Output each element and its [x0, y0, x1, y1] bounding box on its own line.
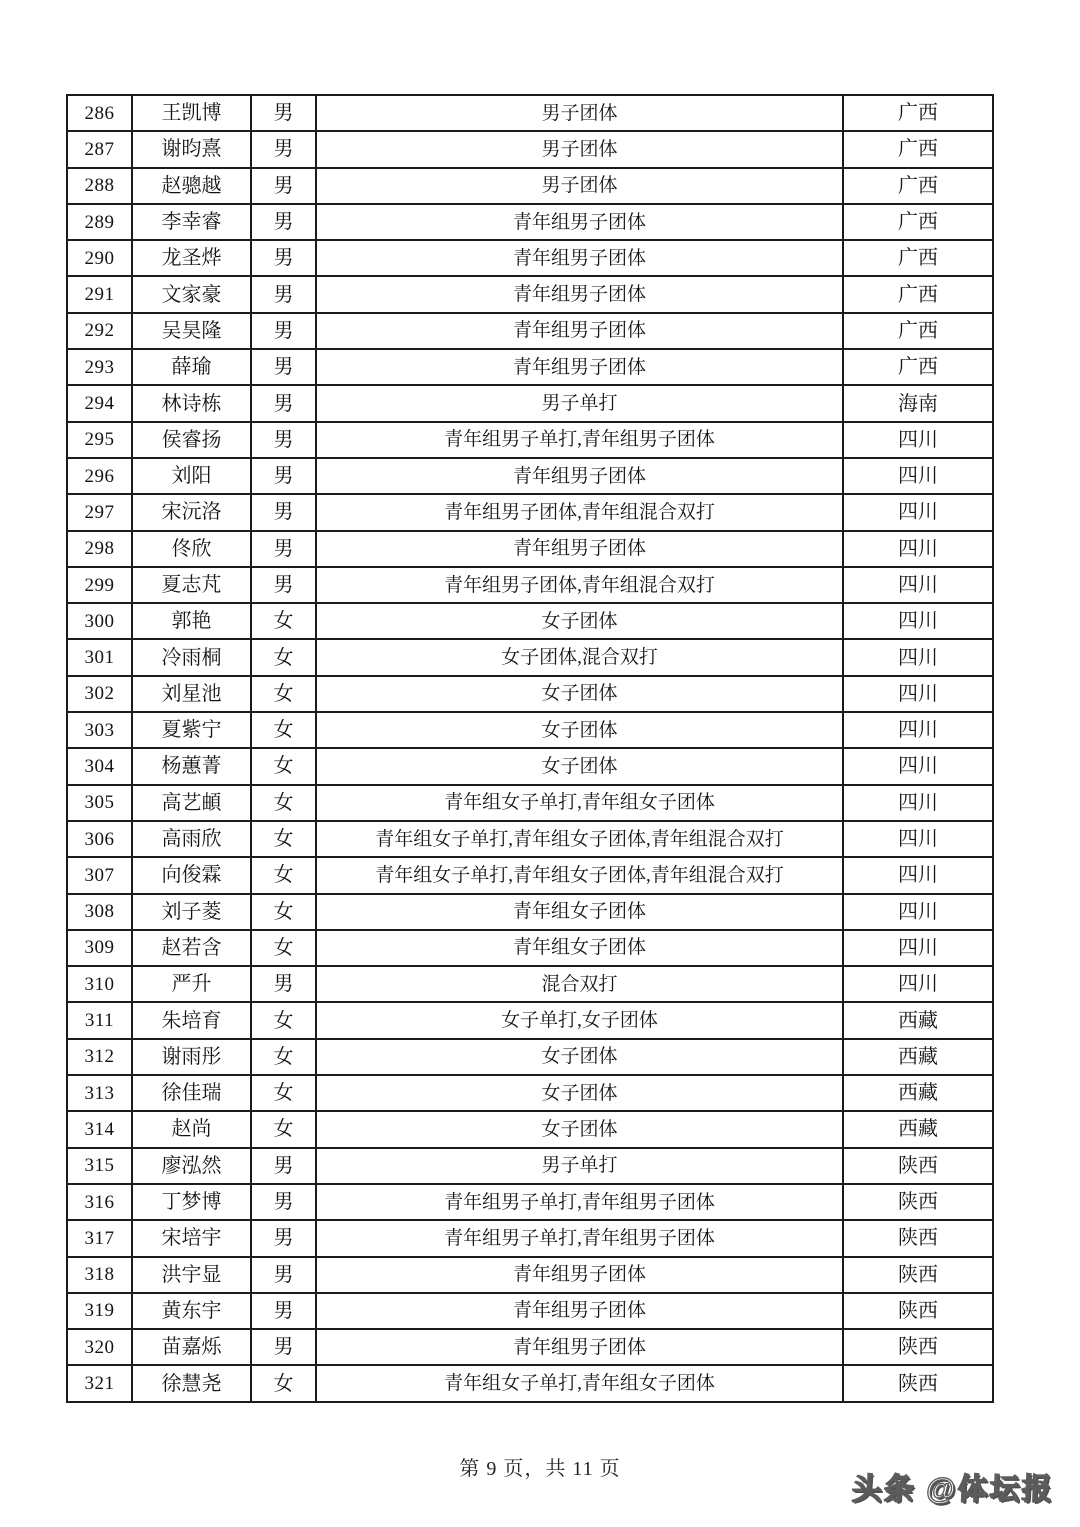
cell-events: 混合双打 — [316, 966, 843, 1002]
cell-no: 319 — [67, 1293, 132, 1329]
cell-no: 316 — [67, 1184, 132, 1220]
cell-no: 318 — [67, 1257, 132, 1293]
table-row — [67, 894, 993, 930]
cell-events: 青年组男子团体 — [316, 458, 843, 494]
cell-gender: 女 — [251, 785, 316, 821]
cell-gender: 男 — [251, 131, 316, 167]
cell-name: 夏紫宁 — [132, 712, 251, 748]
cell-name: 龙圣烨 — [132, 240, 251, 276]
cell-name: 赵尚 — [132, 1111, 251, 1147]
table-row — [67, 494, 993, 530]
cell-unit: 陕西 — [843, 1329, 993, 1365]
cell-unit: 陕西 — [843, 1184, 993, 1220]
cell-unit: 广西 — [843, 240, 993, 276]
cell-name: 严升 — [132, 966, 251, 1002]
watermark-toutiao: 头条 @体坛报 — [851, 1473, 1055, 1506]
cell-no: 293 — [67, 349, 132, 385]
cell-unit: 四川 — [843, 821, 993, 857]
cell-unit: 陕西 — [843, 1220, 993, 1256]
cell-unit: 四川 — [843, 930, 993, 966]
cell-unit: 四川 — [843, 857, 993, 893]
cell-events: 青年组男子团体 — [316, 276, 843, 312]
cell-no: 288 — [67, 168, 132, 204]
cell-events: 男子团体 — [316, 131, 843, 167]
cell-gender: 女 — [251, 1365, 316, 1401]
cell-unit: 广西 — [843, 95, 993, 131]
cell-no: 300 — [67, 603, 132, 639]
cell-events: 女子团体 — [316, 1039, 843, 1075]
cell-name: 刘星池 — [132, 676, 251, 712]
cell-events: 女子团体,混合双打 — [316, 639, 843, 675]
cell-name: 徐慧尧 — [132, 1365, 251, 1401]
cell-name: 宋沅洛 — [132, 494, 251, 530]
cell-name: 苗嘉烁 — [132, 1329, 251, 1365]
cell-name: 丁梦博 — [132, 1184, 251, 1220]
cell-no: 292 — [67, 313, 132, 349]
cell-name: 徐佳瑞 — [132, 1075, 251, 1111]
cell-gender: 男 — [251, 1329, 316, 1365]
cell-no: 320 — [67, 1329, 132, 1365]
table-row — [67, 1257, 993, 1293]
cell-events: 女子团体 — [316, 712, 843, 748]
cell-events: 青年组男子团体,青年组混合双打 — [316, 567, 843, 603]
cell-name: 林诗栋 — [132, 385, 251, 421]
cell-events: 青年组女子单打,青年组女子团体,青年组混合双打 — [316, 821, 843, 857]
cell-unit: 四川 — [843, 676, 993, 712]
cell-name: 王凯博 — [132, 95, 251, 131]
cell-name: 谢昀熹 — [132, 131, 251, 167]
cell-gender: 男 — [251, 385, 316, 421]
cell-unit: 四川 — [843, 785, 993, 821]
table-row — [67, 1111, 993, 1147]
cell-gender: 男 — [251, 1257, 316, 1293]
cell-no: 302 — [67, 676, 132, 712]
cell-name: 廖泓然 — [132, 1148, 251, 1184]
cell-unit: 广西 — [843, 313, 993, 349]
cell-gender: 男 — [251, 204, 316, 240]
cell-unit: 四川 — [843, 567, 993, 603]
cell-events: 男子单打 — [316, 385, 843, 421]
table-row — [67, 422, 993, 458]
cell-gender: 女 — [251, 930, 316, 966]
table-row — [67, 1365, 993, 1401]
cell-no: 291 — [67, 276, 132, 312]
cell-no: 287 — [67, 131, 132, 167]
cell-gender: 男 — [251, 1148, 316, 1184]
cell-events: 男子团体 — [316, 95, 843, 131]
cell-no: 305 — [67, 785, 132, 821]
cell-events: 青年组男子单打,青年组男子团体 — [316, 422, 843, 458]
cell-events: 青年组男子单打,青年组男子团体 — [316, 1184, 843, 1220]
cell-unit: 广西 — [843, 349, 993, 385]
cell-unit: 四川 — [843, 531, 993, 567]
cell-name: 赵骢越 — [132, 168, 251, 204]
cell-no: 303 — [67, 712, 132, 748]
cell-gender: 女 — [251, 748, 316, 784]
cell-gender: 女 — [251, 857, 316, 893]
cell-gender: 女 — [251, 1075, 316, 1111]
cell-no: 294 — [67, 385, 132, 421]
cell-name: 高艺頔 — [132, 785, 251, 821]
cell-name: 李幸睿 — [132, 204, 251, 240]
cell-name: 黄东宇 — [132, 1293, 251, 1329]
table-row — [67, 204, 993, 240]
cell-name: 薛瑜 — [132, 349, 251, 385]
table-row — [67, 1039, 993, 1075]
cell-gender: 女 — [251, 1111, 316, 1147]
cell-no: 310 — [67, 966, 132, 1002]
cell-name: 谢雨彤 — [132, 1039, 251, 1075]
table-row — [67, 712, 993, 748]
cell-no: 286 — [67, 95, 132, 131]
cell-name: 高雨欣 — [132, 821, 251, 857]
cell-unit: 海南 — [843, 385, 993, 421]
cell-no: 296 — [67, 458, 132, 494]
cell-gender: 男 — [251, 494, 316, 530]
cell-events: 青年组男子团体 — [316, 349, 843, 385]
athlete-roster-table — [66, 94, 994, 1403]
cell-name: 宋培宇 — [132, 1220, 251, 1256]
cell-unit: 陕西 — [843, 1365, 993, 1401]
cell-no: 298 — [67, 531, 132, 567]
table-row — [67, 676, 993, 712]
cell-unit: 广西 — [843, 276, 993, 312]
cell-name: 赵若含 — [132, 930, 251, 966]
cell-unit: 四川 — [843, 712, 993, 748]
cell-unit: 四川 — [843, 494, 993, 530]
cell-gender: 女 — [251, 603, 316, 639]
cell-unit: 四川 — [843, 422, 993, 458]
table-row — [67, 639, 993, 675]
cell-events: 女子团体 — [316, 676, 843, 712]
cell-unit: 广西 — [843, 168, 993, 204]
cell-no: 315 — [67, 1148, 132, 1184]
cell-events: 女子团体 — [316, 603, 843, 639]
table-row — [67, 458, 993, 494]
cell-name: 冷雨桐 — [132, 639, 251, 675]
table-row — [67, 567, 993, 603]
table-row — [67, 1002, 993, 1038]
cell-name: 向俊霖 — [132, 857, 251, 893]
cell-gender: 男 — [251, 313, 316, 349]
cell-unit: 陕西 — [843, 1257, 993, 1293]
cell-gender: 男 — [251, 1293, 316, 1329]
cell-gender: 女 — [251, 894, 316, 930]
cell-unit: 四川 — [843, 639, 993, 675]
cell-no: 312 — [67, 1039, 132, 1075]
cell-events: 青年组男子团体 — [316, 531, 843, 567]
table-row — [67, 1075, 993, 1111]
cell-gender: 男 — [251, 95, 316, 131]
cell-events: 男子团体 — [316, 168, 843, 204]
cell-no: 301 — [67, 639, 132, 675]
page-number-footer: 第 9 页，共 11 页 — [459, 1458, 621, 1480]
cell-events: 男子单打 — [316, 1148, 843, 1184]
cell-events: 青年组女子单打,青年组女子团体,青年组混合双打 — [316, 857, 843, 893]
cell-events: 青年组男子团体 — [316, 1257, 843, 1293]
cell-gender: 男 — [251, 240, 316, 276]
cell-name: 夏志芃 — [132, 567, 251, 603]
cell-gender: 男 — [251, 567, 316, 603]
table-row — [67, 349, 993, 385]
cell-events: 青年组女子单打,青年组女子团体 — [316, 785, 843, 821]
table-row — [67, 95, 993, 131]
cell-unit: 陕西 — [843, 1148, 993, 1184]
cell-unit: 四川 — [843, 458, 993, 494]
cell-events: 女子团体 — [316, 1075, 843, 1111]
table-row — [67, 785, 993, 821]
cell-gender: 男 — [251, 349, 316, 385]
cell-events: 青年组男子团体 — [316, 313, 843, 349]
cell-no: 289 — [67, 204, 132, 240]
cell-no: 309 — [67, 930, 132, 966]
cell-gender: 女 — [251, 1002, 316, 1038]
cell-events: 青年组女子团体 — [316, 894, 843, 930]
cell-gender: 男 — [251, 966, 316, 1002]
table-row — [67, 240, 993, 276]
cell-gender: 女 — [251, 1039, 316, 1075]
cell-gender: 女 — [251, 821, 316, 857]
cell-unit: 陕西 — [843, 1293, 993, 1329]
cell-gender: 女 — [251, 639, 316, 675]
table-row — [67, 930, 993, 966]
cell-events: 青年组男子团体 — [316, 1293, 843, 1329]
cell-events: 女子团体 — [316, 1111, 843, 1147]
table-row — [67, 1148, 993, 1184]
cell-no: 307 — [67, 857, 132, 893]
table-row — [67, 821, 993, 857]
cell-no: 308 — [67, 894, 132, 930]
table-row — [67, 966, 993, 1002]
cell-gender: 男 — [251, 168, 316, 204]
cell-name: 郭艳 — [132, 603, 251, 639]
cell-events: 青年组男子单打,青年组男子团体 — [316, 1220, 843, 1256]
table-row — [67, 531, 993, 567]
cell-no: 299 — [67, 567, 132, 603]
table-row — [67, 603, 993, 639]
cell-name: 洪宇显 — [132, 1257, 251, 1293]
table-row — [67, 1184, 993, 1220]
cell-events: 青年组女子团体 — [316, 930, 843, 966]
cell-no: 304 — [67, 748, 132, 784]
cell-name: 侯睿扬 — [132, 422, 251, 458]
cell-unit: 四川 — [843, 894, 993, 930]
cell-unit: 西藏 — [843, 1075, 993, 1111]
cell-no: 306 — [67, 821, 132, 857]
cell-gender: 男 — [251, 1184, 316, 1220]
table-row — [67, 857, 993, 893]
cell-gender: 男 — [251, 1220, 316, 1256]
table-row — [67, 168, 993, 204]
athlete-roster-body — [67, 95, 993, 1402]
table-row — [67, 276, 993, 312]
table-row — [67, 748, 993, 784]
cell-unit: 四川 — [843, 603, 993, 639]
table-row — [67, 1220, 993, 1256]
cell-name: 朱培育 — [132, 1002, 251, 1038]
cell-no: 314 — [67, 1111, 132, 1147]
cell-unit: 四川 — [843, 748, 993, 784]
cell-unit: 西藏 — [843, 1111, 993, 1147]
table-row — [67, 1329, 993, 1365]
cell-events: 青年组男子团体,青年组混合双打 — [316, 494, 843, 530]
table-row — [67, 385, 993, 421]
cell-name: 佟欣 — [132, 531, 251, 567]
cell-gender: 男 — [251, 458, 316, 494]
cell-unit: 四川 — [843, 966, 993, 1002]
cell-name: 吴昊隆 — [132, 313, 251, 349]
cell-events: 女子团体 — [316, 748, 843, 784]
cell-no: 321 — [67, 1365, 132, 1401]
cell-no: 297 — [67, 494, 132, 530]
table-row — [67, 131, 993, 167]
cell-gender: 女 — [251, 712, 316, 748]
table-row — [67, 313, 993, 349]
cell-gender: 男 — [251, 531, 316, 567]
cell-gender: 女 — [251, 676, 316, 712]
cell-unit: 西藏 — [843, 1002, 993, 1038]
cell-gender: 男 — [251, 276, 316, 312]
cell-name: 杨蕙菁 — [132, 748, 251, 784]
cell-unit: 西藏 — [843, 1039, 993, 1075]
table-row — [67, 1293, 993, 1329]
cell-no: 290 — [67, 240, 132, 276]
cell-gender: 男 — [251, 422, 316, 458]
cell-unit: 广西 — [843, 131, 993, 167]
cell-name: 文家豪 — [132, 276, 251, 312]
cell-events: 青年组女子单打,青年组女子团体 — [316, 1365, 843, 1401]
cell-no: 311 — [67, 1002, 132, 1038]
cell-name: 刘子菱 — [132, 894, 251, 930]
cell-name: 刘阳 — [132, 458, 251, 494]
cell-unit: 广西 — [843, 204, 993, 240]
cell-no: 295 — [67, 422, 132, 458]
cell-no: 313 — [67, 1075, 132, 1111]
cell-events: 青年组男子团体 — [316, 240, 843, 276]
cell-events: 青年组男子团体 — [316, 1329, 843, 1365]
cell-events: 女子单打,女子团体 — [316, 1002, 843, 1038]
cell-events: 青年组男子团体 — [316, 204, 843, 240]
cell-no: 317 — [67, 1220, 132, 1256]
